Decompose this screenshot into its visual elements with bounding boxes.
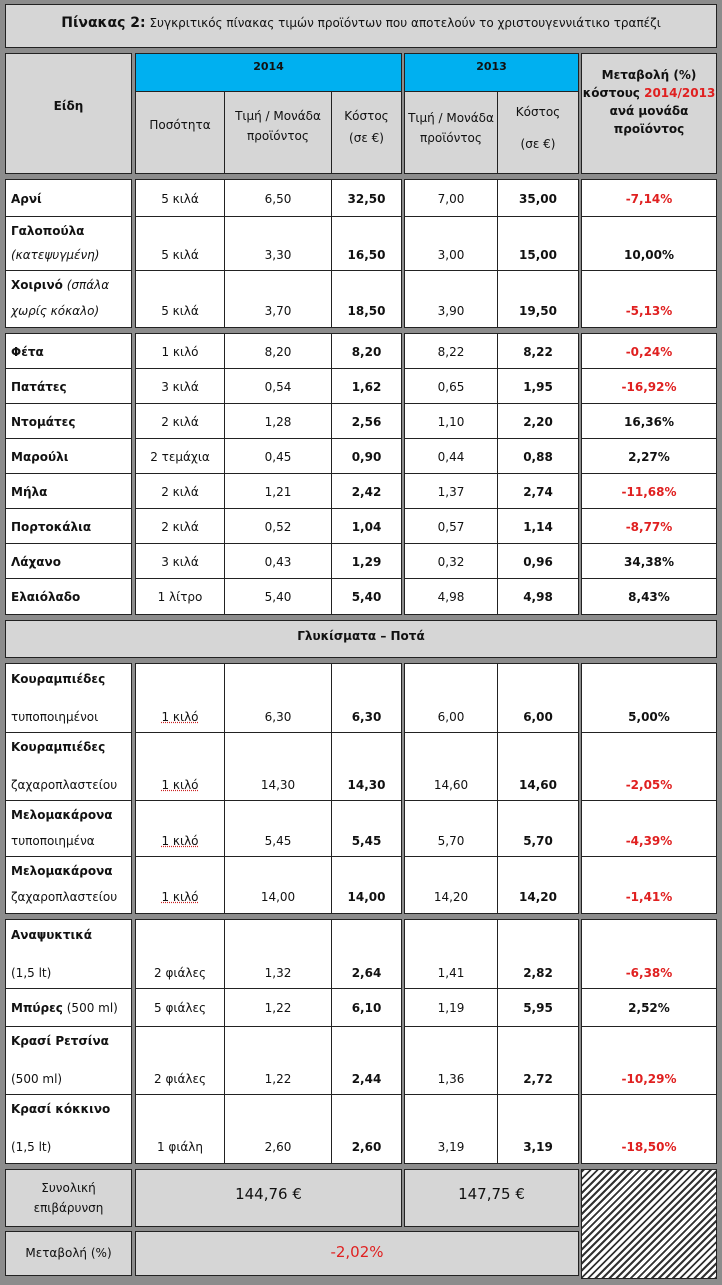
table-row — [0, 182, 722, 216]
cost: 2,72 — [523, 1072, 553, 1086]
item-name-cell — [11, 1028, 135, 1094]
table-row — [0, 475, 722, 508]
unit-price: 1,22 — [264, 1072, 292, 1086]
item-name: Ντομάτες — [11, 414, 76, 429]
quantity: 1 κιλό — [161, 710, 199, 724]
change-percent: 34,38% — [624, 554, 674, 569]
item-name-cell — [11, 405, 135, 438]
item-name-cell — [11, 475, 135, 508]
cost: 4,98 — [523, 589, 553, 604]
section-sweets-drinks — [5, 620, 717, 658]
item-name-cell — [11, 922, 135, 988]
quantity: 2 τεμάχια — [150, 449, 210, 464]
quantity: 3 κιλά — [161, 379, 199, 394]
header-unit-price-2013: Τιμή / Μονάδα προϊόντος — [408, 111, 494, 145]
cost: 1,04 — [351, 519, 382, 534]
unit-price: 1,36 — [437, 1072, 465, 1086]
quantity: 2 φιάλες — [154, 966, 206, 980]
header-change-line2: κόστους — [582, 86, 645, 100]
header-unit-price-2014: Τιμή / Μονάδα προϊόντος — [235, 109, 321, 143]
table-row — [0, 336, 722, 368]
cost: 5,70 — [523, 834, 553, 848]
unit-price: 5,70 — [437, 834, 465, 848]
year-2013: 2013 — [476, 60, 507, 73]
item-name-cell — [11, 858, 135, 912]
unit-price: 14,00 — [260, 890, 296, 904]
change-percent: -18,50% — [621, 1140, 677, 1154]
change-percent: -1,41% — [625, 890, 673, 904]
change-percent: -4,39% — [625, 834, 673, 848]
item-name: Ελαιόλαδο — [11, 589, 81, 604]
unit-price: 1,28 — [264, 414, 292, 429]
item-name-cell — [11, 218, 135, 270]
change-percent: 5,00% — [628, 710, 670, 724]
quantity: 5 φιάλες — [154, 1001, 206, 1015]
cost: 2,64 — [351, 966, 382, 980]
item-name: Κουραμπιέδες — [11, 672, 106, 686]
item-subtitle: τυποποιημένοι — [11, 710, 99, 724]
cost: 1,29 — [351, 554, 382, 569]
item-name-cell — [11, 1096, 135, 1162]
cost: 32,50 — [347, 192, 386, 206]
item-name: Πατάτες — [11, 379, 67, 394]
table-row — [0, 405, 722, 438]
year-2014-banner — [136, 54, 401, 92]
item-name-cell — [11, 545, 135, 578]
cost: 6,30 — [351, 710, 382, 724]
table-row — [0, 802, 722, 856]
change-label-cell — [5, 1231, 132, 1276]
hatched-cell — [581, 1169, 717, 1279]
item-name-cell — [11, 990, 135, 1026]
cost: 16,50 — [347, 248, 386, 262]
cost: 2,44 — [351, 1072, 382, 1086]
header-cost-unit-2013: (σε €) — [520, 137, 556, 151]
cost: 5,40 — [351, 589, 382, 604]
item-name-cell — [11, 272, 135, 326]
header-change-years: 2014/2013 — [644, 86, 716, 100]
total-2013-cell — [404, 1169, 579, 1227]
change-percent: -6,38% — [625, 966, 673, 980]
item-subtitle: χωρίς κόκαλο) — [11, 304, 100, 318]
change-percent: -2,05% — [625, 778, 673, 792]
item-name-cell — [11, 734, 135, 800]
header-cost-2014: Κόστος — [344, 109, 389, 123]
total-2014-cell — [135, 1169, 402, 1227]
quantity: 2 κιλά — [161, 484, 199, 499]
item-name-cell — [11, 802, 135, 856]
change-percent: -10,29% — [621, 1072, 677, 1086]
cost: 35,00 — [519, 192, 557, 206]
cost: 5,45 — [351, 834, 382, 848]
quantity: 2 κιλά — [161, 519, 199, 534]
item-name-cell — [11, 336, 135, 368]
table-row — [0, 440, 722, 473]
unit-price: 14,30 — [260, 778, 296, 792]
quantity: 2 κιλά — [161, 414, 199, 429]
total-label-cell — [5, 1169, 132, 1227]
table-row — [0, 510, 722, 543]
unit-price: 3,30 — [264, 248, 292, 262]
cost: 5,95 — [523, 1001, 553, 1015]
header-items: Είδη — [53, 99, 84, 113]
table-row — [0, 1028, 722, 1094]
change-percent: -0,24% — [625, 345, 673, 359]
change-percent: 2,52% — [628, 1001, 670, 1015]
table-row — [0, 272, 722, 326]
unit-price: 0,43 — [264, 554, 292, 569]
item-name: Φέτα — [11, 345, 44, 359]
unit-price: 1,32 — [264, 966, 292, 980]
item-subtitle: (1,5 lt) — [11, 1140, 52, 1154]
header-quantity: Ποσότητα — [149, 118, 211, 132]
quantity: 3 κιλά — [161, 554, 199, 569]
unit-price: 0,65 — [437, 379, 465, 394]
unit-price: 2,60 — [264, 1140, 292, 1154]
quantity: 5 κιλά — [161, 192, 199, 206]
item-name: Μελομακάρονα — [11, 808, 113, 822]
total-label-line1: Συνολική — [41, 1181, 96, 1195]
item-name: Μελομακάρονα — [11, 864, 113, 878]
cost: 0,90 — [351, 449, 382, 464]
cost: 6,10 — [351, 1001, 382, 1015]
quantity: 1 κιλό — [161, 834, 199, 848]
table-row — [0, 734, 722, 800]
table-row — [0, 580, 722, 613]
unit-price: 1,10 — [437, 414, 465, 429]
quantity: 5 κιλά — [161, 304, 199, 318]
cost: 6,00 — [523, 710, 553, 724]
item-subtitle: τυποποιημένα — [11, 834, 95, 848]
table-row — [0, 370, 722, 403]
item-name: Λάχανο — [11, 554, 61, 569]
cost: 2,82 — [523, 966, 553, 980]
quantity: 1 κιλό — [161, 345, 199, 359]
item-name-cell — [11, 370, 135, 403]
section-title: Γλυκίσματα – Ποτά — [297, 629, 425, 643]
unit-price: 5,45 — [264, 834, 292, 848]
table-title: Συγκριτικός πίνακας τιμών προϊόντων που αποτελούν το χριστουγεννιάτικο τραπέζι — [149, 16, 661, 30]
table-row — [0, 990, 722, 1026]
unit-price: 6,30 — [264, 710, 292, 724]
unit-price: 0,52 — [264, 519, 292, 534]
item-name-cell — [11, 580, 135, 613]
quantity: 2 φιάλες — [154, 1072, 206, 1086]
table-row — [0, 545, 722, 578]
item-name: Κρασί Ρετσίνα — [11, 1034, 109, 1048]
item-name-detail: (500 ml) — [66, 1001, 118, 1015]
cost: 0,88 — [523, 449, 553, 464]
table-row — [0, 666, 722, 732]
cost: 14,60 — [519, 778, 557, 792]
cost: 14,30 — [347, 778, 386, 792]
item-name-cell — [11, 666, 135, 732]
unit-price: 1,41 — [437, 966, 465, 980]
item-name: Χοιρινό — [11, 278, 63, 292]
unit-price: 0,54 — [264, 379, 292, 394]
table-row — [0, 1096, 722, 1162]
quantity: 1 λίτρο — [157, 589, 203, 604]
unit-price: 14,60 — [433, 778, 469, 792]
cost: 1,14 — [523, 519, 553, 534]
cost: 2,56 — [351, 414, 382, 429]
change-percent: -11,68% — [621, 484, 677, 499]
change-percent: 8,43% — [628, 589, 670, 604]
cost: 2,20 — [523, 414, 553, 429]
unit-price: 3,19 — [437, 1140, 465, 1154]
cost: 2,60 — [351, 1140, 382, 1154]
table-row — [0, 218, 722, 270]
item-name-cell — [11, 440, 135, 473]
item-name: Μαρούλι — [11, 449, 69, 464]
change-percent: -8,77% — [625, 519, 673, 534]
change-percent: -16,92% — [621, 379, 677, 394]
header-cost-unit-2014: (σε €) — [349, 131, 384, 145]
item-name: Αναψυκτικά — [11, 928, 92, 942]
quantity: 5 κιλά — [161, 248, 199, 262]
header-items-cell — [5, 53, 132, 174]
cost: 0,96 — [523, 554, 553, 569]
item-name: Πορτοκάλια — [11, 519, 92, 534]
change-percent: 10,00% — [624, 248, 674, 262]
header-change-line3: ανά μονάδα — [609, 104, 689, 118]
unit-price: 0,45 — [264, 449, 292, 464]
item-name: Κουραμπιέδες — [11, 740, 106, 754]
cost: 1,95 — [523, 379, 553, 394]
item-subtitle: ζαχαροπλαστείου — [11, 890, 118, 904]
change-percent: -5,13% — [625, 304, 673, 318]
unit-price: 8,22 — [437, 345, 465, 359]
unit-price: 1,19 — [437, 1001, 465, 1015]
header-change-line4: προϊόντος — [613, 122, 685, 136]
header-change-cell — [581, 53, 717, 174]
cost: 1,62 — [351, 379, 382, 394]
unit-price: 3,90 — [437, 304, 465, 318]
cost: 2,42 — [351, 484, 382, 499]
year-2014: 2014 — [253, 60, 284, 73]
table-row — [0, 922, 722, 988]
table-row — [0, 858, 722, 912]
unit-price: 14,20 — [433, 890, 469, 904]
header-2013-block — [404, 53, 579, 174]
title-bar — [5, 4, 717, 48]
unit-price: 6,50 — [264, 192, 292, 206]
item-name: Γαλοπούλα — [11, 224, 85, 238]
unit-price: 0,32 — [437, 554, 465, 569]
unit-price: 3,70 — [264, 304, 292, 318]
item-subtitle: (1,5 lt) — [11, 966, 52, 980]
quantity: 1 κιλό — [161, 890, 199, 904]
change-percent: 2,27% — [628, 449, 670, 464]
unit-price: 4,98 — [437, 589, 465, 604]
cost: 14,20 — [519, 890, 557, 904]
cost: 14,00 — [347, 890, 386, 904]
year-2013-banner — [405, 54, 578, 92]
unit-price: 3,00 — [437, 248, 465, 262]
cost: 19,50 — [519, 304, 557, 318]
quantity: 1 φιάλη — [156, 1140, 204, 1154]
change-value-cell — [135, 1231, 579, 1276]
item-name: Μήλα — [11, 484, 48, 499]
total-2013: 147,75 € — [458, 1185, 525, 1203]
cost: 2,74 — [523, 484, 553, 499]
item-name: Μπύρες — [11, 1001, 63, 1015]
unit-price: 1,21 — [264, 484, 292, 499]
total-2014: 144,76 € — [235, 1185, 302, 1203]
item-name: Κρασί κόκκινο — [11, 1102, 111, 1116]
unit-price: 0,57 — [437, 519, 465, 534]
unit-price: 1,22 — [264, 1001, 292, 1015]
table-number: Πίνακας 2: — [61, 15, 146, 31]
item-subtitle: (κατεψυγμένη) — [11, 248, 100, 262]
unit-price: 7,00 — [437, 192, 465, 206]
change-percent: 16,36% — [624, 414, 674, 429]
item-subtitle: ζαχαροπλαστείου — [11, 778, 118, 792]
header-cost-2013: Κόστος — [515, 105, 561, 119]
item-subtitle: (500 ml) — [11, 1072, 63, 1086]
change-label: Μεταβολή (%) — [25, 1246, 112, 1260]
change-percent: -7,14% — [625, 192, 673, 206]
cost: 8,22 — [523, 345, 553, 359]
item-name: Αρνί — [11, 192, 42, 206]
cost: 8,20 — [351, 345, 382, 359]
cost: 3,19 — [523, 1140, 553, 1154]
unit-price: 0,44 — [437, 449, 465, 464]
header-change-line1: Μεταβολή (%) — [601, 68, 697, 82]
cost: 15,00 — [519, 248, 557, 262]
unit-price: 1,37 — [437, 484, 465, 499]
total-label-line2: επιβάρυνση — [33, 1201, 104, 1215]
cost: 18,50 — [347, 304, 386, 318]
item-name-detail: (σπάλα — [66, 278, 110, 292]
unit-price: 5,40 — [264, 589, 292, 604]
change-value: -2,02% — [330, 1243, 384, 1261]
item-name-cell — [11, 510, 135, 543]
quantity: 1 κιλό — [161, 778, 199, 792]
unit-price: 8,20 — [264, 345, 292, 359]
item-name-cell — [11, 182, 135, 216]
unit-price: 6,00 — [437, 710, 465, 724]
header-2014-block — [135, 53, 402, 174]
